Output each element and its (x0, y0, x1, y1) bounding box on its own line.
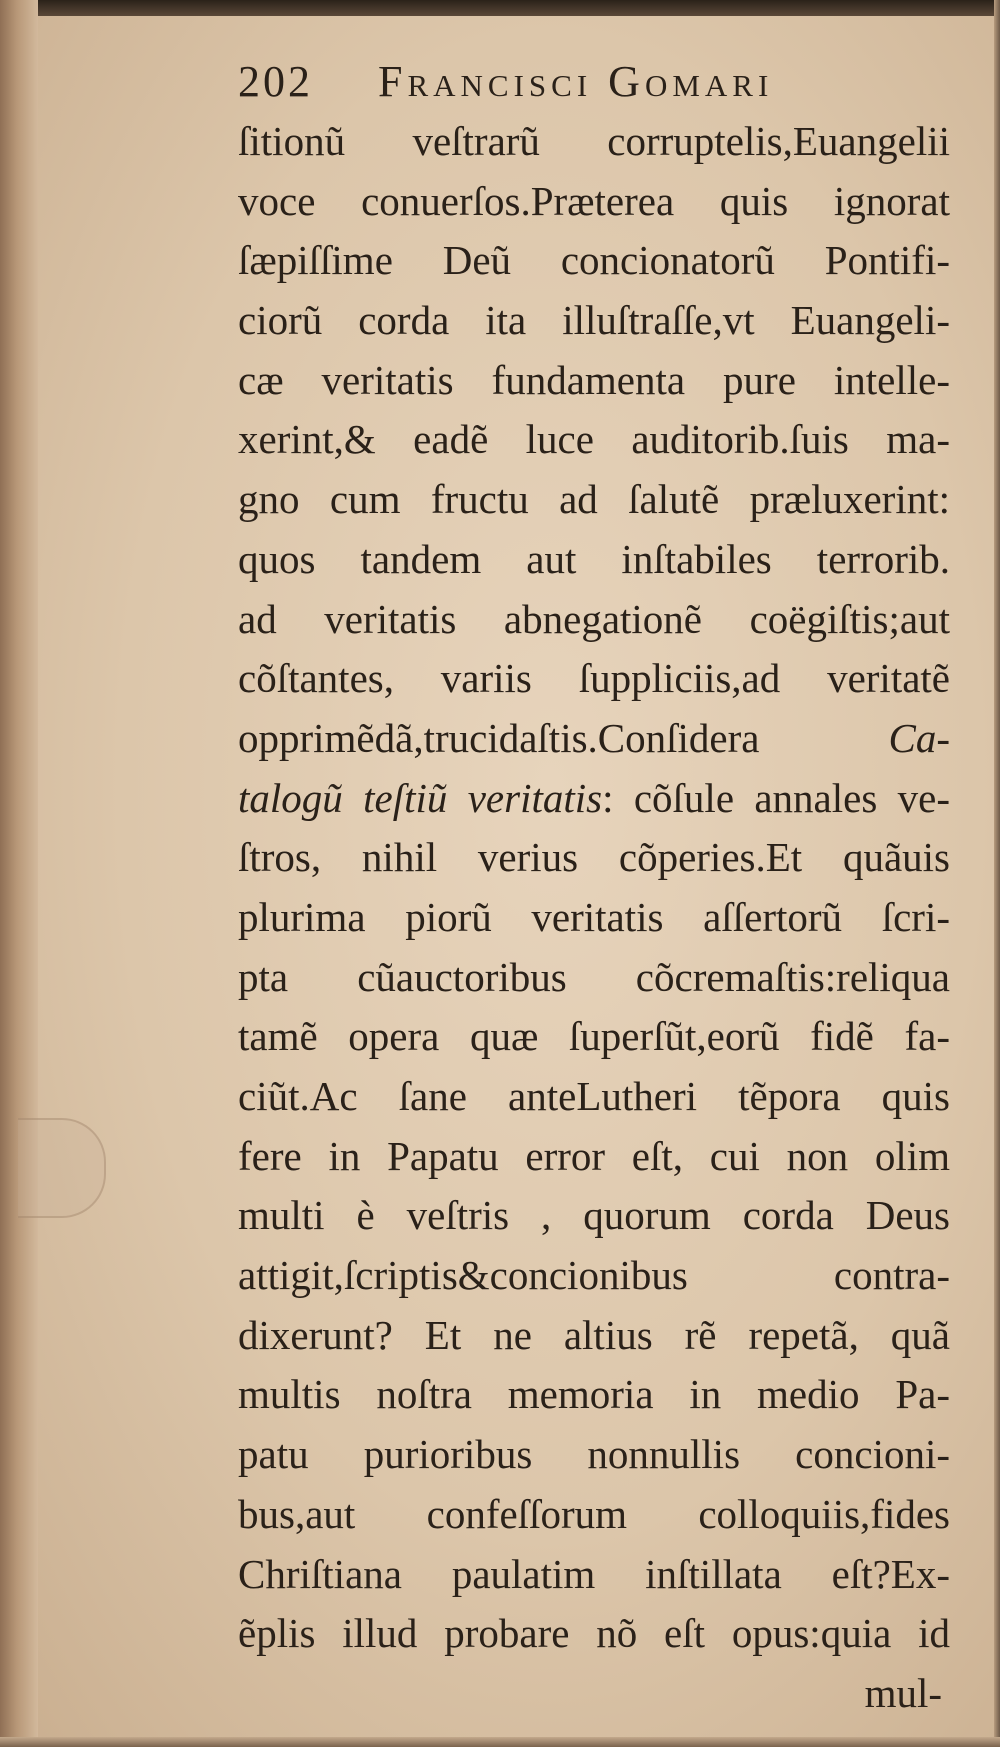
text-line: tamẽ opera quæ ſuperſũt,eorũ fidẽ fa- (238, 1013, 950, 1060)
text-line: ad veritatis abnegationẽ coëgiſtis;aut (238, 595, 950, 642)
text-line: ſtros, nihil verius cõperies.Et quãuis (238, 834, 950, 881)
text-line (238, 709, 950, 769)
body-text (238, 112, 950, 1724)
italic-text: talogũ teſtiũ veritatis (238, 774, 603, 821)
text-line: cæ veritatis fundamenta pure intelle- (238, 356, 950, 403)
text-line: dixerunt? Et ne altius rẽ repetã, quã (238, 1311, 950, 1358)
running-title: Francisci Gomari (378, 57, 774, 106)
page-number: 202 (238, 57, 313, 106)
page-bottom-edge (0, 1737, 1000, 1747)
text-line: attigit,ſcriptis&concionibus contra- (238, 1252, 950, 1299)
text-line: ciũt.Ac ſane anteLutheri tẽpora quis (238, 1073, 950, 1119)
page-top-edge (0, 0, 1000, 16)
text-segment: : cõſule annales ve- (602, 774, 950, 821)
text-line: bus,aut confeſſorum colloquiis,fides (238, 1490, 950, 1537)
text-line: plurima piorũ veritatis aſſertorũ ſcri- (238, 893, 950, 940)
text-line: ſitionũ veſtrarũ corruptelis,Euangelii (238, 118, 950, 164)
catchword: mul- (864, 1669, 942, 1716)
text-line: ẽplis illud probare nõ eſt opus:quia id (238, 1610, 950, 1657)
italic-text: Ca- (888, 714, 950, 761)
text-segment: opprimẽdã,trucidaſtis.Conſidera (238, 714, 889, 761)
text-line: fere in Papatu error eſt, cui non olim (238, 1132, 950, 1179)
text-line: multis noſtra memoria in medio Pa- (238, 1371, 950, 1418)
book-gutter (0, 0, 38, 1747)
text-line: voce conuerſos.Præterea quis ignorat (238, 177, 950, 224)
text-line (238, 769, 950, 829)
text-line: quos tandem aut inſtabiles terrorib. (238, 535, 950, 582)
page-right-edge (994, 0, 1000, 1747)
text-block (238, 56, 950, 1716)
text-line: cõſtantes, variis ſuppliciis,ad veritatẽ (238, 655, 950, 702)
text-line: ciorũ corda ita illuſtraſſe,vt Euangeli- (238, 297, 950, 344)
text-line: pta cũauctoribus cõcremaſtis:reliqua (238, 953, 950, 1000)
running-header (238, 56, 950, 112)
text-line: multi è veſtris , quorum corda Deus (238, 1192, 950, 1239)
paper-stain (18, 1118, 106, 1218)
text-line: gno cum fructu ad ſalutẽ præluxerint: (238, 476, 950, 523)
text-line: Chriſtiana paulatim inſtillata eſt?Ex- (238, 1550, 950, 1597)
text-line: xerint,& eadẽ luce auditorib.ſuis ma- (238, 416, 950, 463)
text-line: ſæpiſſime Deũ concionatorũ Pontifi- (238, 237, 950, 284)
text-line: patu purioribus nonnullis concioni- (238, 1431, 950, 1478)
